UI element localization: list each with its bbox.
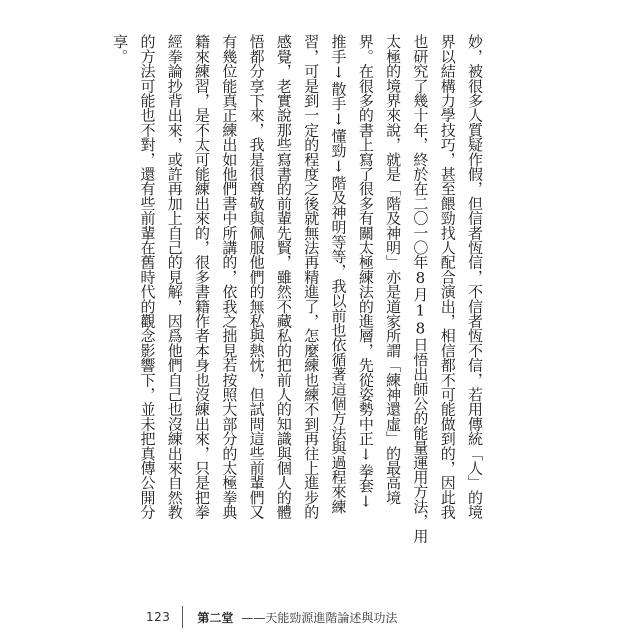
text-column: 享。 (111, 34, 130, 64)
text-column: 的方法可能也不對，還有些前輩在舊時代的觀念影響下，並未把真傳公開分 (138, 34, 157, 520)
text-column: 太極的境界來說，就是「階及神明」亦是道家所謂「練神還虛」的最高境 (384, 34, 403, 505)
text-column: 感覺，老實說那些寫書的前輩先賢，雖然不藏私的把前人的知識與個人的體 (274, 34, 293, 520)
page-number: 123 (146, 610, 171, 624)
text-column: 也研究了幾十年，終於在二〇一〇年8月18日悟出師公的能量運用方法，用 (411, 34, 430, 543)
chapter-title: 第二堂 (197, 610, 234, 625)
page-footer (146, 604, 397, 630)
text-column: 有幾位能真正練出如他們書中所講的，依我之拙見若按照大部分的太極拳典 (220, 34, 239, 520)
text-column: 悟都分享下來，我是很尊敬與佩服他們的無私與熱忱，但試問這些前輩們又 (247, 34, 266, 520)
text-column: 習，可是到一定的程度之後就無法再精進了，怎麼練也練不到再往上進步的 (302, 34, 321, 520)
text-column: 界以結構力學技巧，甚至餵勁找人配合演出，相信都不可能做到的，因此我 (438, 34, 457, 520)
text-column: 界。在很多的書上寫了很多有關太極練法的進層，先從姿勢中正↓拳套↓ (356, 34, 375, 511)
text-column: 推手↓散手↓懂勁↓階及神明等等，我以前也依循著這個方法與過程來練 (329, 34, 348, 514)
chapter-subtitle: ——天能勁源進階論述與功法 (241, 610, 398, 625)
text-column: 妙，被很多人質疑作假，但信者恆信，不信者恆不信，若用傳統「人」的境 (466, 34, 484, 520)
text-column: 籍來練習，是不太可能練出來的，很多書籍作者本身也沒練出來，只是把拳 (193, 34, 212, 520)
text-column: 經拳論抄背出來，或許再加上自己的見解，因爲他們自己也沒練出來自然教 (165, 34, 184, 520)
body-text (106, 34, 488, 574)
footer-divider (182, 606, 183, 628)
